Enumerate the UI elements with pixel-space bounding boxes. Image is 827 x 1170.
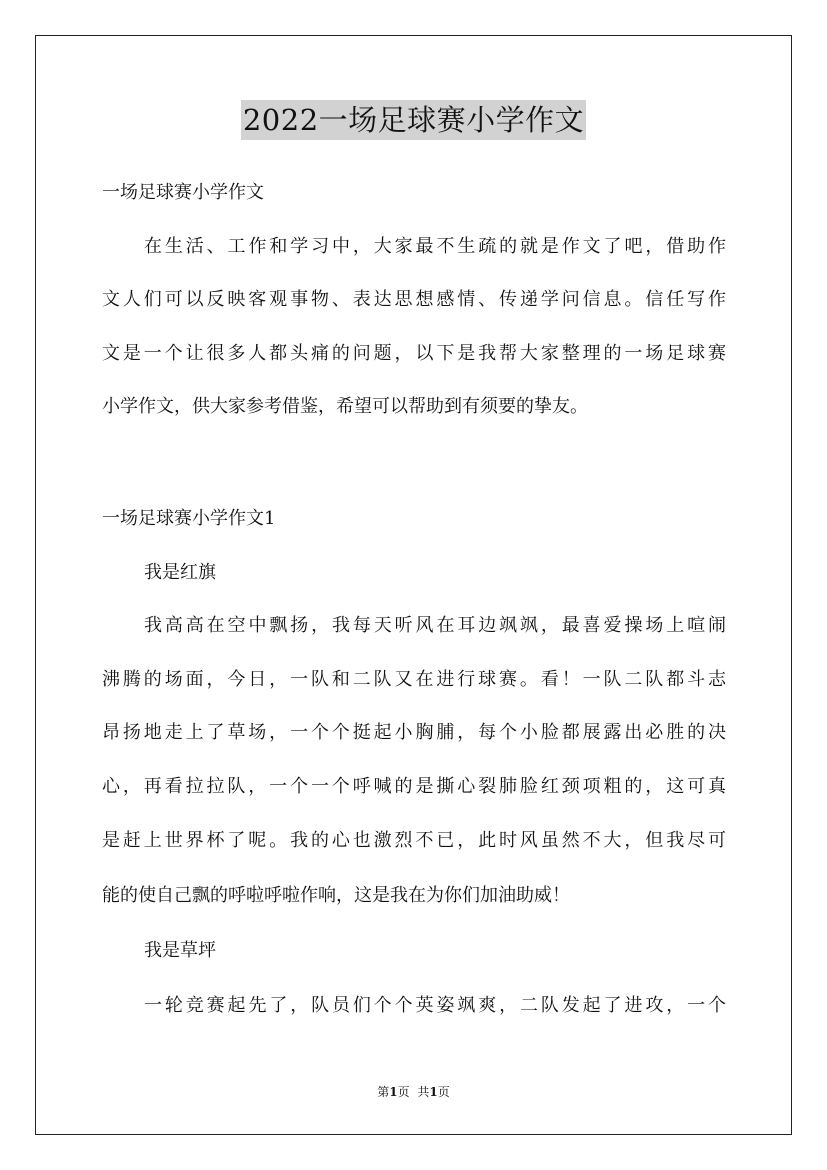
paragraph-line: 心，再看拉拉队，一个一个呼喊的是撕心裂肺脸红颈项粗的，这可真 [102, 776, 726, 797]
paragraph-line: 一轮竞赛起先了，队员们个个英姿飒爽，二队发起了进攻，一个 [144, 995, 726, 1016]
paragraph-line: 文是一个让很多人都头痛的问题，以下是我帮大家整理的一场足球赛 [102, 343, 726, 364]
total-suffix: 页 [437, 1085, 450, 1099]
title-container [0, 100, 827, 140]
paragraph-line: 在生活、工作和学习中，大家最不生疏的就是作文了吧，借助作 [144, 236, 726, 257]
paragraph-line: 昂扬地走上了草场，一个个挺起小胸脯，每个小脸都展露出必胜的决 [102, 722, 726, 743]
paragraph-line: 小学作文，供大家参考借鉴，希望可以帮助到有须要的挚友。 [102, 396, 588, 417]
paragraph-line: 沸腾的场面，今日，一队和二队又在进行球赛。看！一队二队都斗志 [102, 669, 726, 690]
paragraph-line: 能的使自己飘的呼啦呼啦作响，这是我在为你们加油助威！ [102, 885, 570, 906]
section-heading: 一场足球赛小学作文 [102, 182, 264, 203]
page-prefix: 第 [377, 1085, 390, 1099]
page-number: 1 [389, 1085, 398, 1099]
total-pages: 1 [429, 1085, 438, 1099]
page-suffix: 页 [397, 1085, 410, 1099]
paragraph-line: 是赶上世界杯了呢。我的心也激烈不已，此时风虽然不大，但我尽可 [102, 830, 726, 851]
total-prefix: 共 [417, 1085, 430, 1099]
sub-heading: 我是红旗 [144, 562, 216, 583]
sub-heading: 我是草坪 [144, 940, 216, 961]
section-heading: 一场足球赛小学作文1 [102, 508, 276, 529]
paragraph-line: 我高高在空中飘扬，我每天听风在耳边飒飒，最喜爱操场上喧闹 [144, 615, 726, 636]
page-footer [0, 1084, 827, 1100]
paragraph-line: 文人们可以反映客观事物、表达思想感情、传递学问信息。信任写作 [102, 289, 726, 310]
document-title: 2022一场足球赛小学作文 [241, 100, 586, 140]
